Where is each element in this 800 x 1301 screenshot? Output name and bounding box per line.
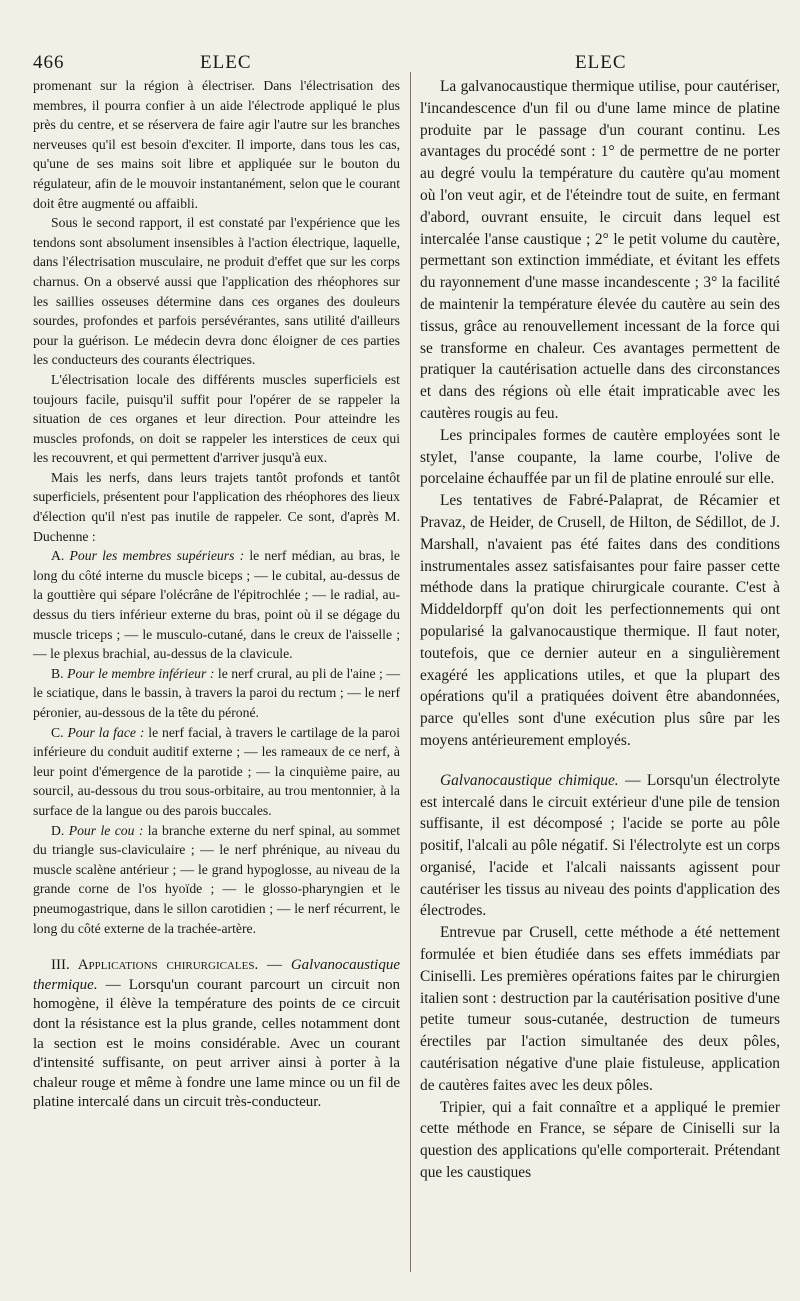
page-number: 466 — [33, 52, 65, 73]
section-text: — Lorsqu'un courant parcourt un circuit non homogène, il élève la température des points de ce circuit dont la résistance est la plus grande, celles notamment dont la section est le moins considérable. Avec un courant d'intensité suffisante, on peut arriver ainsi à porter à la chaleur rouge et même à fondre une lame mince ou un fil de platine intercalé dans un circuit très-conducteur. — [33, 976, 400, 1111]
list-text: le nerf crural, au pli de l'aine ; — le sciatique, dans le bassin, à travers la paroi du rectum ; — le nerf péronier, au-dessous de la tête du péroné. — [33, 665, 401, 720]
paragraph — [420, 770, 780, 923]
paragraph: L'électrisation locale des différents muscles superficiels est toujours facile, puisqu'il suffit pour l'opérer de se rappeler la situation de ces organes et leur direction. Pour atteindre les muscles profonds, on doit se rappeler les interstices de ceux qui les recouvrent, et qui permettent d'arriver jusqu'à eux. — [33, 371, 400, 466]
section-subheading: Galvanocaustique thermique. — [33, 957, 400, 993]
paragraph-nerve-list-c — [33, 723, 400, 821]
paragraph: Les principales formes de cautère employées sont le stylet, l'anse coupante, la lame courbe, l'olive de porcelaine échauffée par un fil de platine enroulé sur elle. — [420, 426, 780, 488]
list-label: C. — [51, 724, 64, 740]
paragraph: Tripier, qui a fait connaître et a appliqué le premier cette méthode en France, se sépare de Ciniselli sur la question des applications qu'elle comporterait. Prétendant que les caustiques — [420, 1098, 780, 1182]
list-text: la branche externe du nerf spinal, au sommet du triangle sus-claviculaire ; — le nerf phrénique, au niveau du muscle scalène antérieur ; — le grand hypoglosse, au niveau de la grande corne de l'os hyoïde ; — le glosso-pharyngien et le pneumogastrique, dans le sillon carotidien ; — le nerf récurrent, le long du côté externe de la trachée-artère. — [33, 822, 401, 936]
paragraph: Les tentatives de Fabré-Palaprat, de Récamier et Pravaz, de Heider, de Crusell, de Hilton, de Sédillot, de J. Marshall, n'avaient pas été faites dans des conditions instrumentales assez satisfaisantes pour faire passer cette méthode dans la pratique chirurgicale courante. C'est à Middeldorpff qu'on doit les perfectionnements qui ont popularisé la galvanocaustique thermique. Il faut noter, toutefois, que ce dernier auteur en a singulièrement exagéré les applications utiles, et que la plupart des opérations qu'il a pratiquées doivent être abandonnées, parce qu'elles sont d'une exécution plus sûre par les moyens antérieurement employés. — [420, 492, 780, 749]
paragraph: La galvanocaustique thermique utilise, pour cautériser, l'incandescence d'un fil ou d'une lame mince de platine produite par le passage d'un courant continu. Les avantages du procédé sont : 1° de permettre de ne porter au degré voulu la température du cautère qu'au moment où l'on veut agir, et de l'éteindre tout de suite, en fermant d'abord, ouvrant ensuite, le circuit dans lequel est intercalée l'anse caustique ; 2° le petit volume du cautère, permettant son extinction immédiate, et évitant les effets du rayonnement d'une masse incandescente ; 3° la facilité de maintenir la température élevée du cautère au sein des tissus, grâce au renouvellement incessant de la force qui se transforme en chaleur. Ces avantages permettent de pratiquer la cautérisation actuelle dans des circonstances et dans des régions où elle était impraticable avec les cautères rougis au feu. — [420, 78, 780, 422]
paragraph: promenant sur la région à électriser. Dans l'électrisation des membres, il pourra confier à un aide l'électrode appliqué le plus près du centre, et se réservera de faire agir l'autre sur les branches nerveuses qu'il est besoin d'exciter. Il importe, dans tous les cas, qu'une de ses mains soit libre et appliquée sur le bouton du régulateur, afin de le mouvoir instantanément, selon que le courant doit être augmenté ou affaibli. — [33, 78, 400, 211]
section-heading: III. Applications chirurgicales. — [51, 957, 259, 974]
right-column — [420, 76, 780, 1184]
running-head-left: ELEC — [200, 52, 252, 73]
paragraph-text: — Lorsqu'un électrolyte est intercalé dans le circuit extérieur d'une pile de tension suffisante, il est décomposé ; l'acide se porte au pôle positif, l'alcali au pôle négatif. Si l'électrolyte est un corps organisé, l'acide et l'alcali naissants agissent pour cautériser les tissus au niveau des points d'application des électrodes. — [420, 771, 780, 920]
running-head-right: ELEC — [575, 52, 627, 73]
list-lead: Pour le membre inférieur : — [67, 665, 215, 681]
list-label: A. — [51, 548, 65, 564]
list-lead: Pour la face : — [67, 724, 145, 740]
paragraph: Mais les nerfs, dans leurs trajets tantôt profonds et tantôt superficiels, présentent pour l'application des rhéophores des lieux d'élection qu'il n'est pas inutile de rappeler. Ce sont, d'après M. Duchenne : — [33, 469, 400, 544]
list-lead: Pour le cou : — [68, 822, 144, 838]
list-label: B. — [51, 665, 64, 681]
paragraph-nerve-list-b — [33, 664, 400, 723]
paragraph: Sous le second rapport, il est constaté par l'expérience que les tendons sont absolument insensibles à l'action électrique, laquelle, dans l'électrisation musculaire, ne produit d'effet que sur les corps charnus. On a observé aussi que l'application des rhéophores sur les saillies osseuses détermine dans ces organes des douleurs sourdes, profondes et parfois persévérantes, sans utilité d'ailleurs pour la guérison. Le médecin devra donc éloigner de ces parties les conducteurs des courants électriques. — [33, 215, 400, 368]
subsection-heading: Galvanocaustique chimique. — [440, 771, 619, 789]
list-label: D. — [51, 822, 65, 838]
paragraph: Entrevue par Crusell, cette méthode a été nettement formulée et bien étudiée dans ses effets immédiats par Ciniselli. Les premières opérations faites par le chirurgien italien sont : destruction par la cautérisation positive d'une petite tumeur sous-cutanée, destruction de tumeurs érectiles par l'action simultanée des deux pôles, cautérisation négative d'une plaie fistuleuse, application de cautères faites avec les deux pôles. — [420, 924, 780, 1094]
left-column — [33, 76, 400, 1113]
section-paragraph — [33, 956, 400, 1113]
paragraph-nerve-list-a — [33, 546, 400, 664]
list-text: le nerf facial, à travers le cartilage de la paroi inférieure du conduit auditif externe ; — les rameaux de ce nerf, à leur point d'émergence de la parotide ; — la cinquième paire, au sourcil, au-dessous du trou sous-orbitaire, au trou mentonnier, à la surface de la langue ou des parois buccales. — [33, 724, 400, 818]
section-dash: — — [258, 957, 291, 974]
list-lead: Pour les membres supérieurs : — [69, 548, 245, 564]
list-text: le nerf médian, au bras, le long du côté interne du muscle biceps ; — le cubital, au-dessus de la gouttière qui sépare l'olécrâne de l'épitrochlée ; — le radial, au-dessus du tiers inférieur externe du bras, point où il se dégage du muscle triceps ; — le musculo-cutané, dans le creux de l'aisselle ; — le plexus brachial, au-dessus de la clavicule. — [33, 548, 400, 662]
paragraph-nerve-list-d — [33, 821, 400, 939]
column-divider — [410, 72, 411, 1272]
